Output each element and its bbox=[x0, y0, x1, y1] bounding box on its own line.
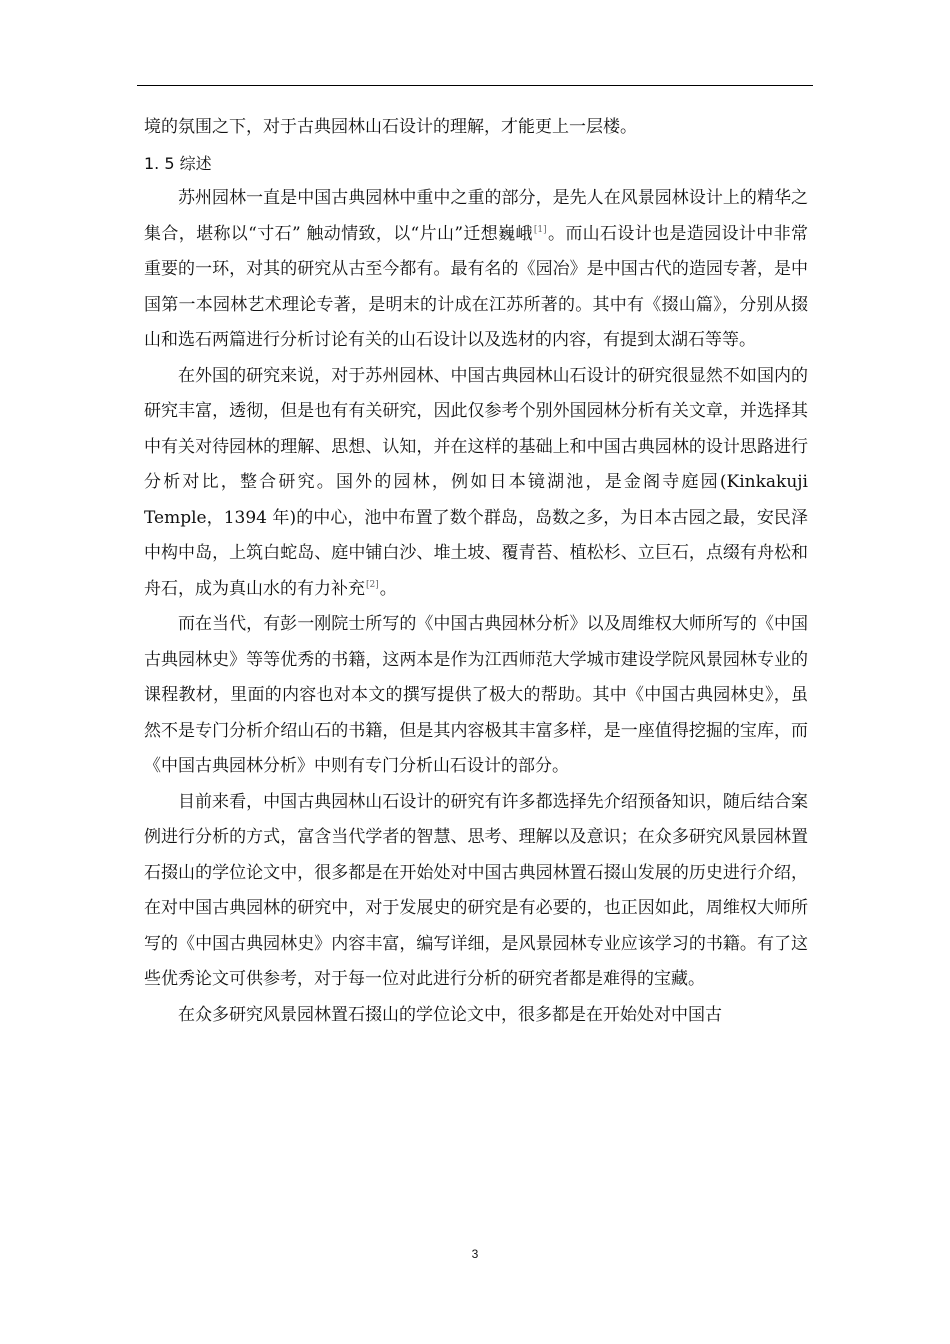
citation-ref-1: [1] bbox=[533, 224, 547, 235]
page-number: 3 bbox=[471, 1247, 479, 1261]
section-heading: 1. 5 综述 bbox=[144, 153, 212, 173]
header-rule bbox=[137, 85, 813, 86]
paragraph-suzhou-gardens-part1: 苏州园林一直是中国古典园林中重中之重的部分，是先人在风景园林设计上的精华之集合，堪称以“寸石” 触动情致，以“片山”迁想巍峨 bbox=[144, 188, 808, 244]
paragraph-current-research: 目前来看，中国古典园林山石设计的研究有许多都选择先介绍预备知识，随后结合案例进行分析的方式，富含当代学者的智慧、思考、理解以及意识；在众多研究风景园林置石掇山的学位论文中，很多都是在开始处对中国古典园林置石掇山发展的历史进行介绍，在对中国古典园林的研究中，对于发展史的研究是有必要的，也正因如此，周维权大师所写的《中国古典园林史》内容丰富，编写详细，是风景园林专业应该学习的书籍。有了这些优秀论文可供参考，对于每一位对此进行分析的研究者都是难得的宝藏。 bbox=[144, 791, 808, 989]
paragraph-foreign-research-part1: 在外国的研究来说，对于苏州园林、中国古典园林山石设计的研究很显然不如国内的研究丰富，透彻，但是也有有关研究，因此仅参考个别外国园林分析有关文章，并选择其中有关对待园林的理解、思想、认知，并在这样的基础上和中国古典园林的设计思路进行分析对比，整合研究。国外的园林，例如日本镜湖池，是金阁寺庭园(Kinkakuji Temple，1394 年)的中心，池中布置了数个群岛，岛数之多，为日本古园之最，安民泽中构中岛，上筑白蛇岛、庭中铺白沙、堆土坡、覆青苔、植松杉、立巨石，点缀有舟松和舟石，成为真山水的有力补充 bbox=[144, 365, 808, 599]
paragraph-foreign-research-part2: 。 bbox=[379, 578, 397, 599]
citation-ref-2: [2] bbox=[366, 579, 379, 590]
continuation-paragraph: 境的氛围之下，对于古典园林山石设计的理解，才能更上一层楼。 bbox=[144, 117, 637, 137]
paragraph-contemporary-books: 而在当代，有彭一刚院士所写的《中国古典园林分析》以及周维权大师所写的《中国古典园林史》等等优秀的书籍，这两本是作为江西师范大学城市建设学院风景园林专业的课程教材，里面的内容也对本文的撰写提供了极大的帮助。其中《中国古典园林史》，虽然不是专门分析介绍山石的书籍，但是其内容极其丰富多样，是一座值得挖掘的宝库，而《中国古典园林分析》中则有专门分析山石设计的部分。 bbox=[144, 614, 808, 776]
paragraph-suzhou-gardens-part2: 。而山石设计也是造园设计中非常重要的一环，对其的研究从古至今都有。最有名的《园冶》是中国古代的造园专著，是中国第一本园林艺术理论专著，是明末的计成在江苏所著的。其中有《掇山篇》，分别从掇山和选石两篇进行分析讨论有关的山石设计以及选材的内容，有提到太湖石等等。 bbox=[144, 223, 809, 350]
paragraph-dissertations: 在众多研究风景园林置石掇山的学位论文中，很多都是在开始处对中国古 bbox=[178, 1004, 722, 1025]
paragraph-suzhou-gardens bbox=[144, 181, 808, 359]
paragraph-foreign-research bbox=[144, 359, 808, 608]
body-text bbox=[144, 110, 808, 1033]
